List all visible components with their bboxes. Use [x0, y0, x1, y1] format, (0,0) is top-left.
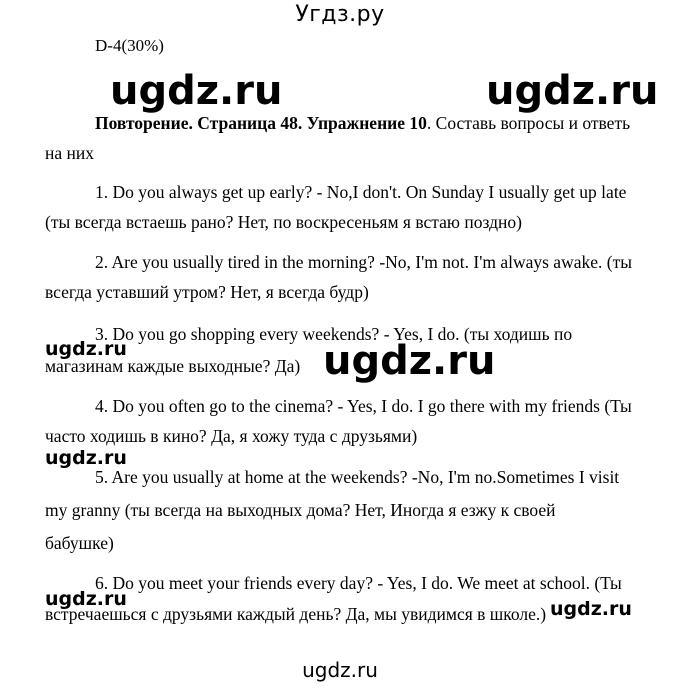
watermark-middle: ugdz.ru [323, 338, 496, 384]
site-title: Угдз.ру [295, 2, 385, 27]
item-3-question: 3. Do you go shopping every weekends? - Yes, I do. (ты ходишь по [95, 324, 573, 344]
watermark-left-1: ugdz.ru [45, 338, 127, 360]
item-6-question: 6. Do you meet your friends every day? - Yes, I do. We meet at school. (Ты [95, 573, 622, 593]
exercise-heading-bold: Повторение. Страница 48. Упражнение 10 [95, 113, 427, 133]
watermark-left-3: ugdz.ru [45, 588, 127, 610]
item-6-translation: встречаешься с друзьями каждый день? Да, мы увидимся в школе.) [45, 604, 547, 624]
task-code: D-4(30%) [95, 36, 164, 55]
item-5-translation: my granny (ты всегда на выходных дома? Нет, Иногда я езжу к своей [45, 500, 556, 520]
item-2-translation: всегда уставший утром? Нет, я всегда будр) [45, 282, 369, 302]
item-2-question: 2. Are you usually tired in the morning? -No, I'm not. I'm always awake. (ты [95, 252, 632, 272]
watermark-top-right: ugdz.ru [486, 68, 659, 114]
watermark-top-left: ugdz.ru [110, 68, 283, 114]
watermark-left-2: ugdz.ru [45, 447, 127, 469]
item-3-translation: магазинам каждые выходные? Да) [45, 356, 301, 376]
exercise-heading-rest: . Составь вопросы и ответь [426, 113, 631, 133]
item-4-translation: часто ходишь в кино? Да, я хожу туда с друзьями) [45, 426, 418, 446]
item-1-question: 1. Do you always get up early? - No,I don't. On Sunday I usually get up late [95, 182, 627, 202]
item-5-translation-cont: бабушке) [45, 533, 114, 553]
footer-watermark: ugdz.ru [302, 658, 378, 682]
exercise-heading [95, 113, 630, 134]
exercise-heading-line2: на них [45, 143, 94, 163]
item-4-question: 4. Do you often go to the cinema? - Yes, I do. I go there with my friends (Ты [95, 396, 632, 416]
watermark-right-bottom: ugdz.ru [550, 598, 632, 620]
item-5-question: 5. Are you usually at home at the weekends? -No, I'm no.Sometimes I visit [95, 467, 620, 487]
item-1-translation: (ты всегда встаешь рано? Нет, по воскресеньям я встаю поздно) [45, 212, 522, 232]
